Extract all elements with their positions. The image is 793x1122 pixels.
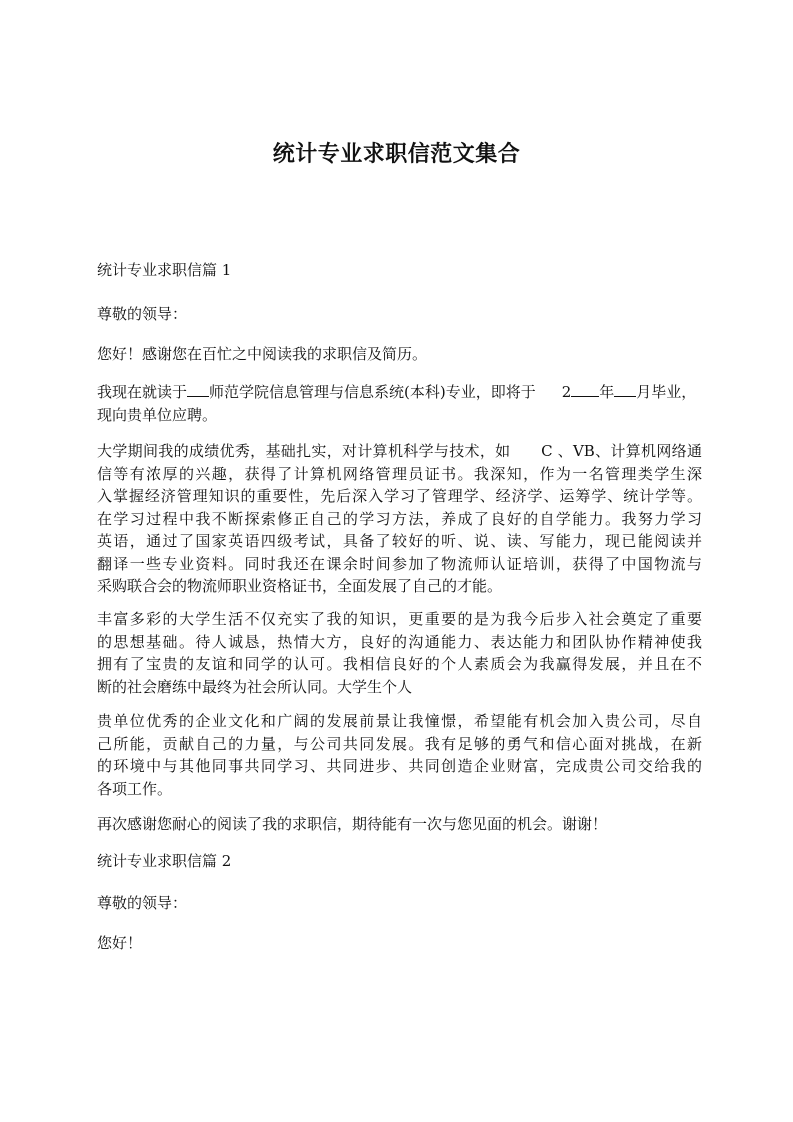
study-line-part5: 月毕业， [636,383,697,401]
study-line-2: 现向贵单位应聘。 [97,406,218,424]
paragraph-line: 信等有浓厚的兴趣，获得了计算机网络管理员证书。我深知，作为一名管理类学生深 [97,464,702,483]
document-title: 统计专业求职信范文集合 [272,142,521,167]
section-2-heading: 统计专业求职信篇 2 [97,852,232,870]
paragraph-company [97,710,702,800]
section-2-salutation: 尊敬的领导： [97,894,188,912]
section-2-greeting: 您好！ [97,934,143,952]
school-blank [187,380,209,397]
section-1-salutation: 尊敬的领导： [97,305,188,323]
paragraph-line: 的环境中与其他同事共同学习、共同进步、共同创造企业财富，完成贵公司交给我的 [97,757,702,775]
section-1-greeting: 您好！感谢您在百忙之中阅读我的求职信及简历。 [97,345,428,363]
paragraph-line: 丰富多彩的大学生活不仅充实了我的知识，更重要的是为我今后步入社会奠定了重要 [97,610,702,628]
paragraph-life [97,608,702,698]
paragraph-line: 各项工作。 [97,779,173,798]
paragraph-line: 大学期间我的成绩优秀，基础扎实，对计算机科学与技术，如 C 、VB、计算机网络通 [97,442,702,460]
study-line-part4: 年 [599,383,615,401]
paragraph-line: 的思想基础。待人诚恳，热情大方，良好的沟通能力、表达能力和团队协作精神使我 [97,632,702,651]
paragraph-line: 英语，通过了国家英语四级考试，具备了较好的听、说、读、写能力，现已能阅读并 [97,532,702,550]
paragraph-line: 贵单位优秀的企业文化和广阔的发展前景让我憧憬，希望能有机会加入贵公司，尽自 [97,712,702,730]
study-line [97,380,702,404]
study-line-part1: 我现在就读于 [97,383,188,401]
paragraph-line: 断的社会磨练中最终为社会所认同。大学生个人 [97,677,413,696]
study-line-part3: 2 [561,383,572,401]
paragraph-line: 入掌握经济管理知识的重要性，先后深入学习了管理学、经济学、运筹学、统计学等。 [97,487,702,505]
paragraph-line: 翻译一些专业资料。同时我还在课余时间参加了物流师认证培训，获得了中国物流与 [97,554,702,573]
closing-line: 再次感谢您耐心的阅读了我的求职信，期待能有一次与您见面的机会。谢谢！ [97,815,608,833]
paragraph-line: 采购联合会的物流师职业资格证书，全面发展了自己的才能。 [97,577,503,595]
month-blank [614,380,636,397]
paragraph-line: 在学习过程中我不断探索修正自己的学习方法，养成了良好的自学能力。我努力学习 [97,509,702,528]
paragraph-university [97,440,702,598]
study-line-part2: 师范学院信息管理与信息系统(本科)专业，即将于 [209,383,536,401]
paragraph-line: 己所能，贡献自己的力量，与公司共同发展。我有足够的勇气和信心面对挑战，在新 [97,734,702,753]
section-1-heading: 统计专业求职信篇 1 [97,261,232,279]
paragraph-line: 拥有了宝贵的友谊和同学的认可。我相信良好的个人素质会为我赢得发展，并且在不 [97,655,702,673]
year-blank [571,380,599,397]
